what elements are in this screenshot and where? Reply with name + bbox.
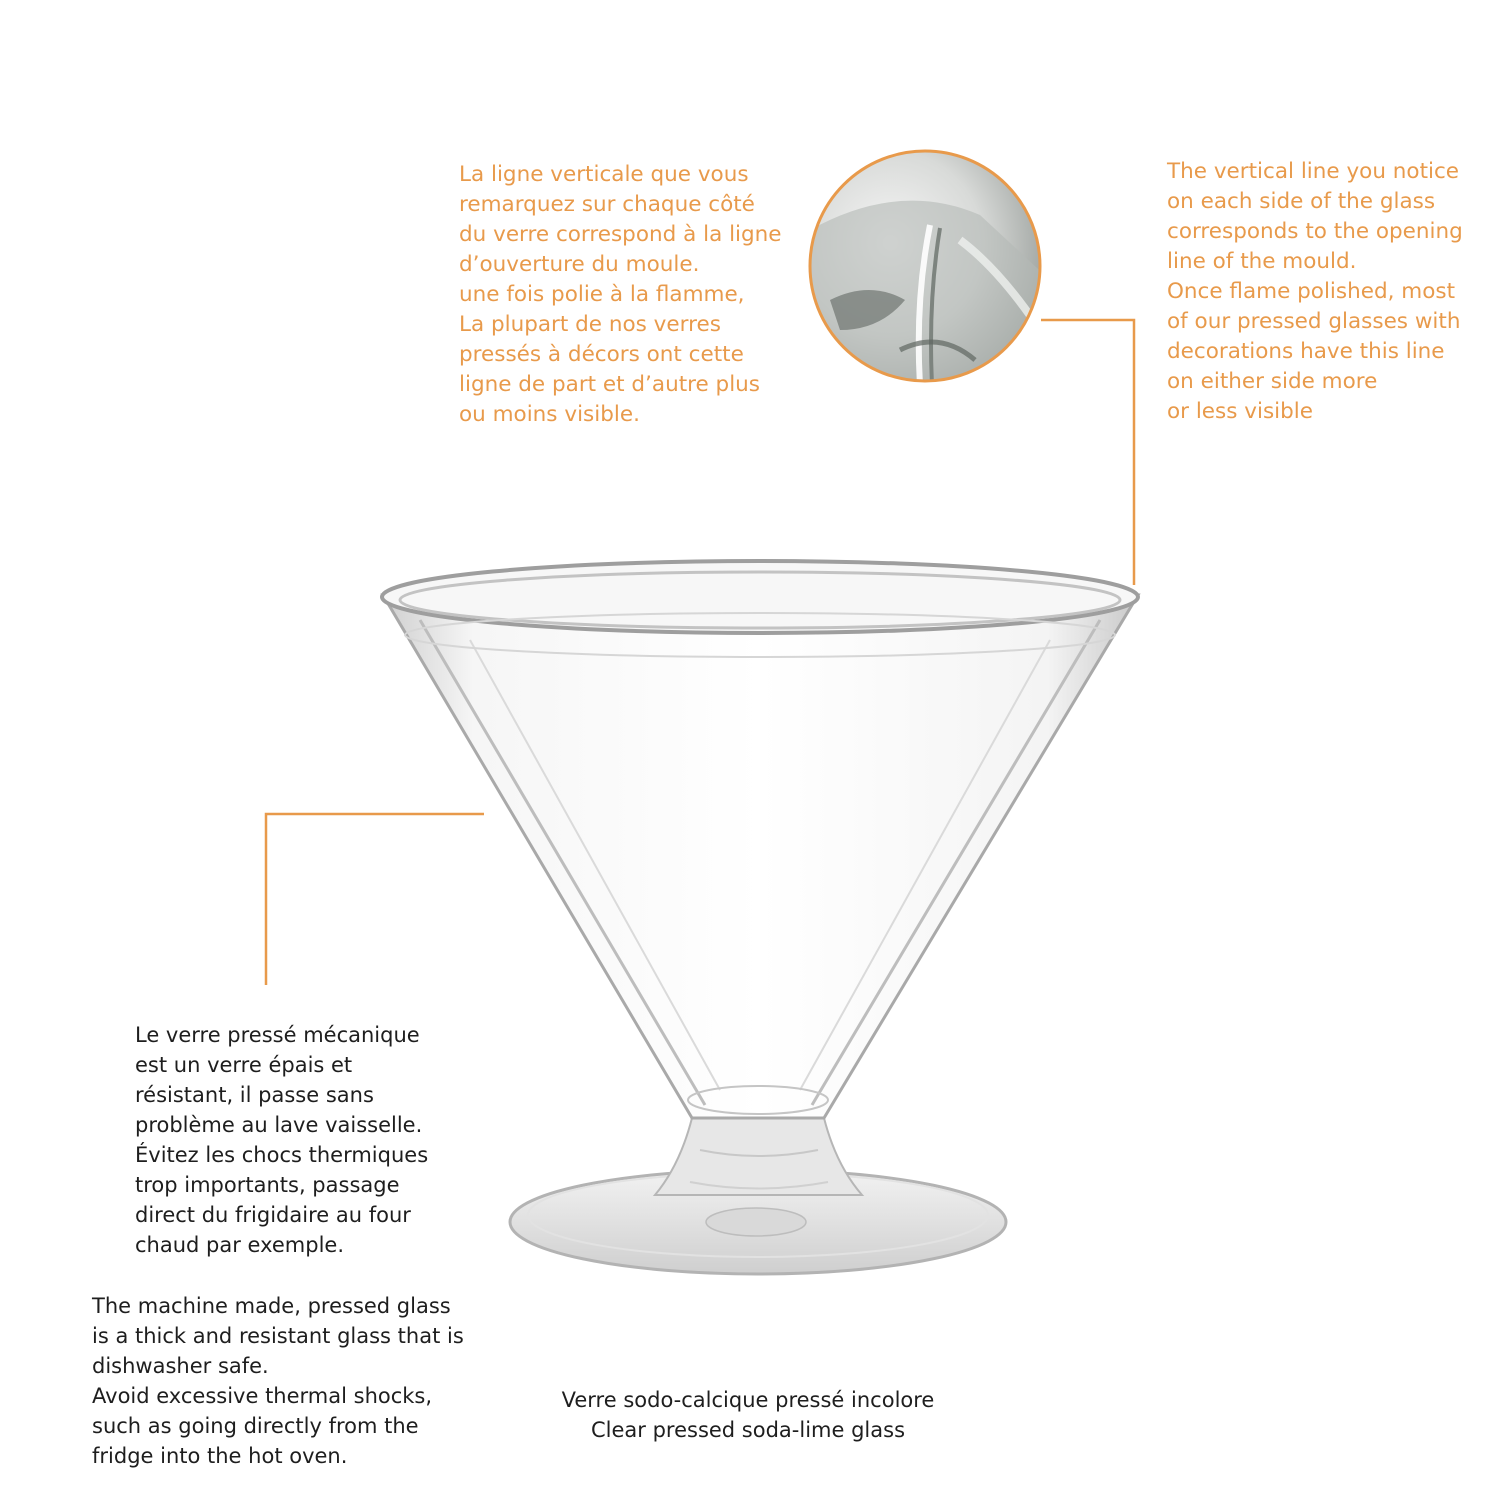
mould-line-note-fr: La ligne verticale que vous remarquez sur chaque côté du verre correspond à la ligne d’ouverture du moule. une fois polie à la flamme, La plupart de nos verres pressés à décors ont cette ligne de part et d’autre plus ou moins visible. <box>459 162 782 427</box>
mould-line-zoom <box>810 151 1050 400</box>
glass-image <box>382 561 1138 1274</box>
pressed-glass-note-fr: Le verre pressé mécanique est un verre épais et résistant, il passe sans problème au lave vaisselle. Évitez les chocs thermiques trop importants, passage direct du frigidaire au four chaud par exemple. <box>135 1023 429 1257</box>
caption-en: Clear pressed soda-lime glass <box>590 1418 906 1442</box>
mould-line-note-en: The vertical line you notice on each side of the glass corresponds to the opening line of the mould. Once flame polished, most of our pressed glasses with decorations have this line on either side more or less visible <box>1167 159 1463 424</box>
callout-line-left <box>266 814 484 985</box>
callout-line-right <box>1041 320 1134 585</box>
pressed-glass-note-en: The machine made, pressed glass is a thick and resistant glass that is dishwasher safe. Avoid excessive thermal shocks, such as going directly from the fridge into the hot oven. <box>92 1294 464 1468</box>
caption-fr: Verre sodo-calcique pressé incolore <box>561 1388 935 1412</box>
